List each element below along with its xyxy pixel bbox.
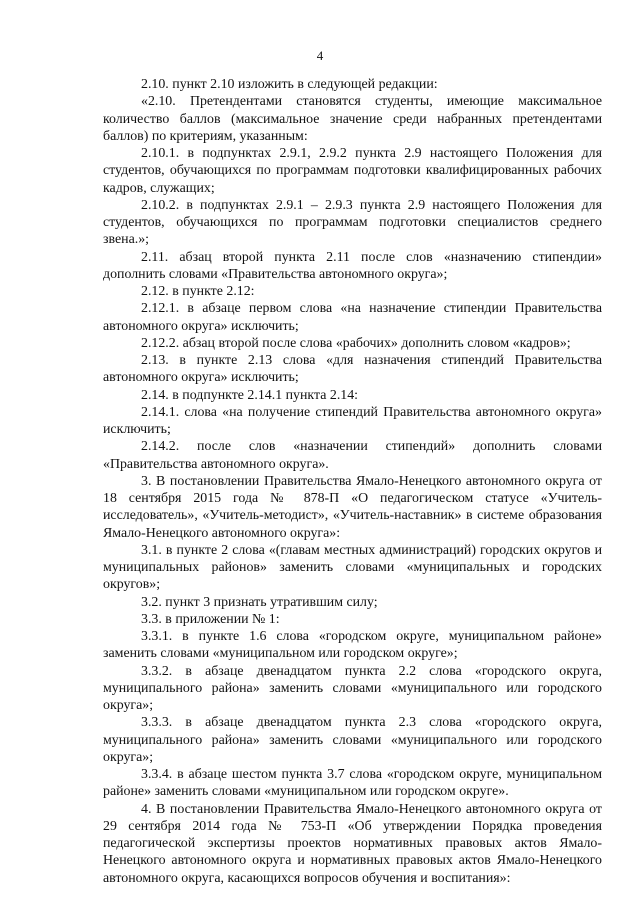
paragraph: 2.12.2. абзац второй после слова «рабочих» дополнить словом «кадров»;	[141, 335, 571, 351]
paragraph: «2.10. Претендентами становятся студенты, имеющие максимальное количество баллов (максимальное значение среди набранных претендентами баллов) по критериям, указанным:	[103, 94, 602, 144]
paragraph: 3.3.2. в абзаце двенадцатом пункта 2.2 слова «городского округа, муниципального района» заменить словами «муниципального или городского округа»;	[103, 663, 602, 713]
page-number: 4	[316, 48, 324, 63]
paragraph: 2.14.2. после слов «назначении стипендий» дополнить словами «Правительства автономного округа».	[103, 439, 602, 472]
paragraph: 3.3.3. в абзаце двенадцатом пункта 2.3 слова «городского округа, муниципального района» заменить словами «муниципального или городского округа»;	[103, 715, 602, 765]
paragraph: 3.3.1. в пункте 1.6 слова «городском округе, муниципальном районе» заменить словами «муниципальном или городском округе»;	[103, 629, 602, 662]
paragraph: 3.3.4. в абзаце шестом пункта 3.7 слова «городском округе, муниципальном районе» заменить словами «муниципальном или городском округе».	[103, 767, 602, 800]
paragraph: 2.10.1. в подпунктах 2.9.1, 2.9.2 пункта 2.9 настоящего Положения для студентов, обучающихся по программам подготовки квалифицированных рабочих кадров, служащих;	[103, 146, 602, 196]
paragraph: 2.12. в пункте 2.12:	[141, 284, 255, 299]
paragraph: 2.10.2. в подпунктах 2.9.1 – 2.9.3 пункта 2.9 настоящего Положения для студентов, обучающихся по программам подготовки специалистов среднего звена.»;	[103, 197, 602, 248]
paragraph: 3.1. в пункте 2 слова «(главам местных администраций) городских округов и муниципальных районов» заменить словами «муниципальных и городских округов»;	[103, 542, 602, 593]
paragraph: 2.10. пункт 2.10 изложить в следующей редакции:	[141, 77, 438, 92]
paragraph: 2.14. в подпункте 2.14.1 пункта 2.14:	[141, 387, 359, 403]
paragraph: 3.2. пункт 3 признать утратившим силу;	[141, 594, 378, 610]
paragraph: 2.11. абзац второй пункта 2.11 после слов «назначению стипендии» дополнить словами «Правительства автономного округа»;	[103, 249, 602, 282]
paragraph: 2.13. в пункте 2.13 слова «для назначения стипендий Правительства автономного округа» исключить;	[103, 353, 602, 386]
paragraph: 2.14.1. слова «на получение стипендий Правительства автономного округа» исключить;	[103, 404, 602, 437]
paragraph: 3. В постановлении Правительства Ямало-Ненецкого автономного округа от 18 сентября 2015 года № 878-П «О педагогическом статусе «Учитель-исследователь», «Учитель-методист», «Учитель-наставник» в системе образования Ямало-Ненецкого автономного округа»:	[103, 473, 602, 541]
document-body	[103, 76, 602, 887]
paragraph: 3.3. в приложении № 1:	[141, 611, 280, 627]
paragraph: 4. В постановлении Правительства Ямало-Ненецкого автономного округа от 29 сентября 2014 года № 753-П «Об утверждении Порядка проведения педагогической экспертизы проектов нормативных правовых актов Ямало-Ненецкого автономного округа и нормативных правовых актов Ямало-Ненецкого автономного округа, касающихся вопросов обучения и воспитания»:	[103, 801, 602, 886]
paragraph: 2.12.1. в абзаце первом слова «на назначение стипендии Правительства автономного округа» исключить;	[103, 301, 602, 334]
